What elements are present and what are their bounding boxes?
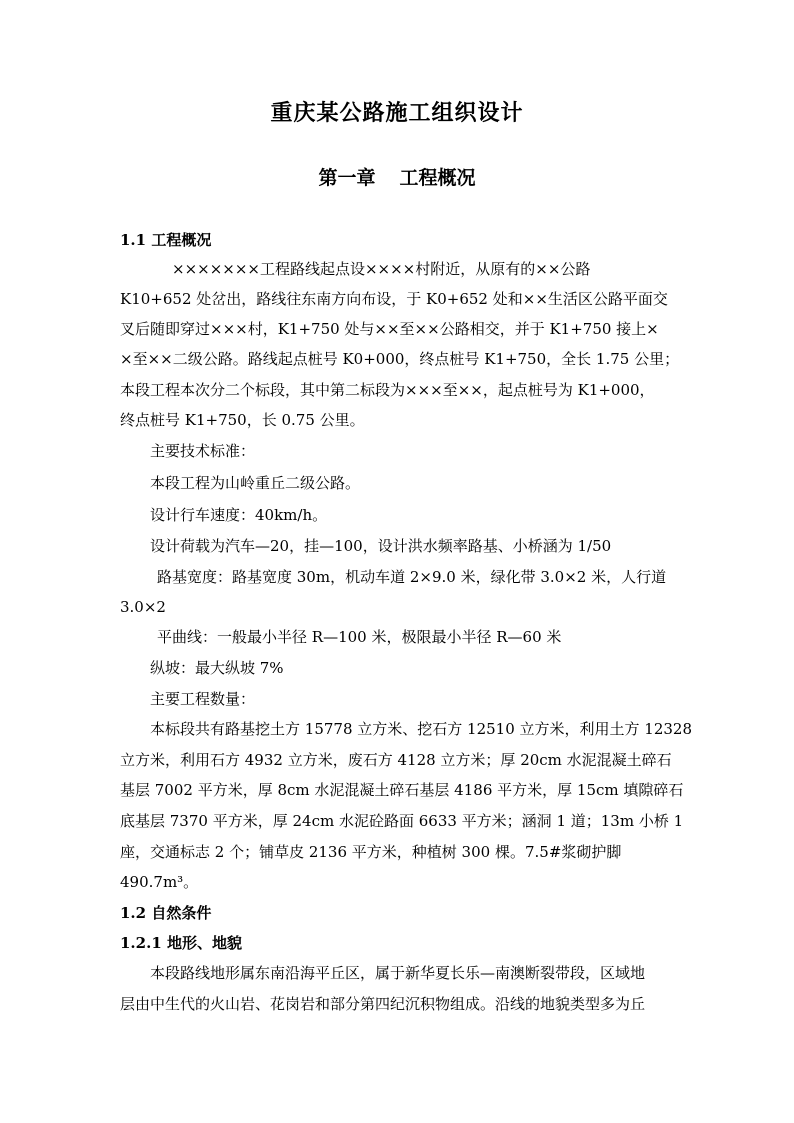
paragraph-line: 本段工程本次分二个标段，其中第二标段为×××至××，起点桩号为 K1+000，: [120, 381, 655, 399]
paragraph-line: 层由中生代的火山岩、花岗岩和部分第四纪沉积物组成。沿线的地貌类型多为丘: [120, 995, 646, 1013]
paragraph-line: ×××××××工程路线起点设××××村附近，从原有的××公路: [172, 260, 591, 278]
roadbed-width: 路基宽度：路基宽度 30m，机动车道 2×9.0 米，绿化带 3.0×2 米，人行道: [157, 568, 667, 586]
chapter-number: 第一章: [318, 167, 376, 189]
quantities-label: 主要工程数量：: [150, 690, 256, 708]
section-heading-1-1: 1.1 工程概况: [120, 231, 212, 249]
paragraph-line: 本段路线地形属东南沿海平丘区，属于新华夏长乐—南澳断裂带段，区域地: [150, 964, 646, 982]
section-heading-1-2: 1.2 自然条件: [120, 904, 212, 922]
quantity-line: 座，交通标志 2 个；铺草皮 2136 平方米，种植树 300 棵。7.5#浆砌护脚: [120, 843, 622, 861]
standards-label: 主要技术标准：: [150, 442, 256, 460]
subsection-heading-1-2-1: 1.2.1 地形、地貌: [120, 934, 242, 952]
quantity-line: 本标段共有路基挖土方 15778 立方米、挖石方 12510 立方米，利用土方 12328: [150, 720, 692, 738]
paragraph-line: ×至××二级公路。路线起点桩号 K0+000，终点桩号 K1+750，全长 1.75 公里；: [120, 350, 680, 368]
longitudinal-slope: 纵坡：最大纵坡 7%: [150, 659, 284, 677]
paragraph-line: 叉后随即穿过×××村，K1+750 处与××至××公路相交，并于 K1+750 接上×: [120, 320, 659, 338]
quantity-line: 立方米，利用石方 4932 立方米，废石方 4128 立方米；厚 20cm 水泥混凝土碎石: [120, 751, 672, 769]
chapter-name: 工程概况: [399, 167, 476, 189]
paragraph-line: K10+652 处岔出，路线往东南方向布设，于 K0+652 处和××生活区公路平面交: [120, 290, 668, 308]
quantity-line: 底基层 7370 平方米，厚 24cm 水泥砼路面 6633 平方米；涵洞 1 道；13m 小桥 1: [120, 812, 684, 830]
design-load: 设计荷载为汽车—20，挂—100，设计洪水频率路基、小桥涵为 1/50: [150, 537, 612, 555]
horizontal-curve: 平曲线：一般最小半径 R—100 米，极限最小半径 R—60 米: [157, 628, 562, 646]
quantity-line: 490.7m³。: [120, 873, 199, 891]
design-speed: 设计行车速度：40km/h。: [150, 506, 328, 524]
chapter-heading: [0, 163, 794, 190]
document-title: 重庆某公路施工组织设计: [270, 100, 524, 126]
roadbed-width-cont: 3.0×2: [120, 598, 166, 616]
paragraph-line: 终点桩号 K1+750，长 0.75 公里。: [120, 411, 365, 429]
road-grade: 本段工程为山岭重丘二级公路。: [150, 474, 361, 492]
quantity-line: 基层 7002 平方米，厚 8cm 水泥混凝土碎石基层 4186 平方米，厚 15cm 填隙碎石: [120, 781, 684, 799]
